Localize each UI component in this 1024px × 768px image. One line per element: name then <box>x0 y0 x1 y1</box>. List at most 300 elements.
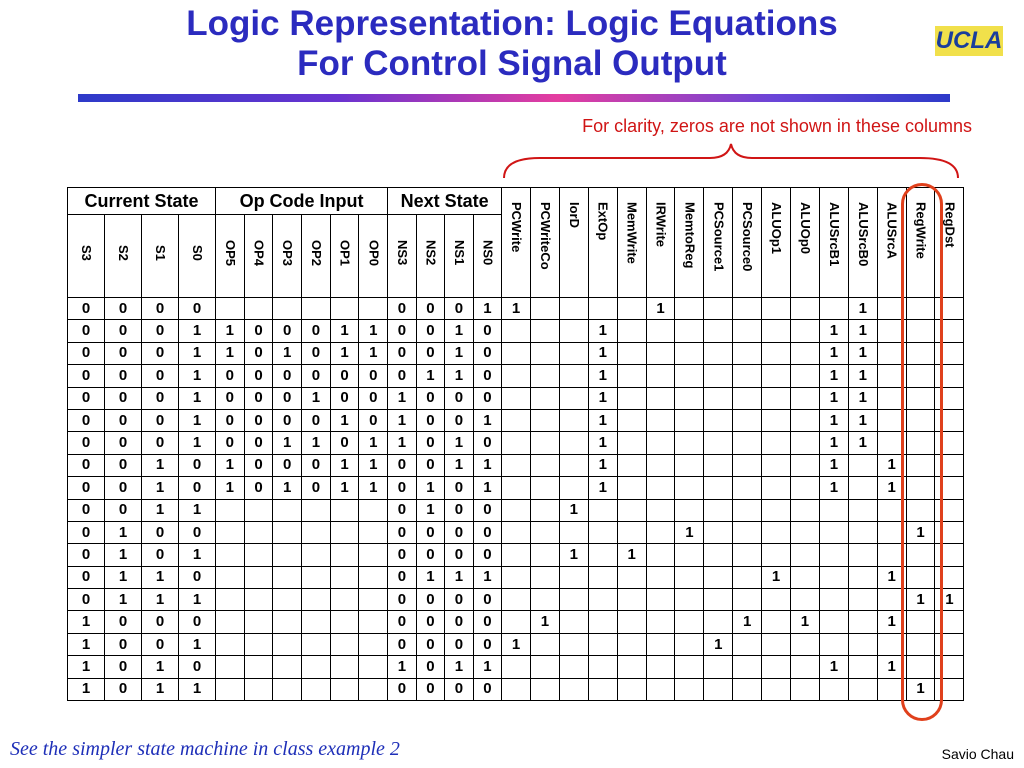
table-cell: 1 <box>819 477 848 499</box>
table-cell: 1 <box>531 611 560 633</box>
table-cell: 1 <box>848 432 877 454</box>
table-cell <box>848 477 877 499</box>
table-cell <box>704 566 733 588</box>
table-cell: 1 <box>473 656 502 678</box>
control-header <box>733 188 762 298</box>
table-cell: 1 <box>416 477 445 499</box>
table-cell: 0 <box>179 477 216 499</box>
table-cell: 1 <box>273 342 302 364</box>
table-cell: 1 <box>142 656 179 678</box>
table-cell <box>733 499 762 521</box>
table-cell: 1 <box>588 409 617 431</box>
table-cell: 0 <box>68 342 105 364</box>
table-cell <box>617 589 646 611</box>
table-cell <box>733 432 762 454</box>
table-cell <box>762 477 791 499</box>
table-cell <box>704 656 733 678</box>
table-cell: 0 <box>244 477 273 499</box>
table-cell <box>559 589 588 611</box>
table-cell <box>675 298 704 320</box>
table-cell <box>704 342 733 364</box>
table-cell <box>646 342 675 364</box>
control-header <box>588 188 617 298</box>
table-cell <box>819 298 848 320</box>
table-cell <box>588 678 617 700</box>
table-cell: 0 <box>473 589 502 611</box>
table-cell <box>502 499 531 521</box>
table-cell <box>646 521 675 543</box>
table-cell: 0 <box>68 387 105 409</box>
table-cell: 1 <box>906 678 935 700</box>
table-cell <box>848 611 877 633</box>
table-cell <box>502 566 531 588</box>
table-cell <box>791 320 820 342</box>
table-cell: 1 <box>791 611 820 633</box>
table-cell <box>531 409 560 431</box>
table-cell <box>762 320 791 342</box>
table-cell <box>762 387 791 409</box>
table-cell: 0 <box>388 342 417 364</box>
table-cell <box>502 409 531 431</box>
table-cell: 1 <box>819 365 848 387</box>
table-cell <box>244 678 273 700</box>
table-cell <box>216 499 245 521</box>
table-row <box>68 678 964 700</box>
table-cell: 0 <box>68 499 105 521</box>
table-cell: 0 <box>142 387 179 409</box>
table-cell: 0 <box>216 432 245 454</box>
column-header <box>68 215 105 298</box>
table-cell <box>273 544 302 566</box>
table-cell <box>704 454 733 476</box>
table-cell: 0 <box>105 432 142 454</box>
table-cell <box>675 566 704 588</box>
table-cell <box>502 611 531 633</box>
curly-brace-icon <box>500 140 962 180</box>
table-cell: 1 <box>704 633 733 655</box>
column-header <box>273 215 302 298</box>
table-cell: 0 <box>416 320 445 342</box>
table-cell <box>588 521 617 543</box>
table-cell: 0 <box>473 365 502 387</box>
table-cell <box>848 566 877 588</box>
table-cell <box>531 320 560 342</box>
table-cell: 1 <box>819 320 848 342</box>
control-header-label: PCWriteCo <box>537 202 553 270</box>
table-cell: 0 <box>416 432 445 454</box>
table-cell <box>559 611 588 633</box>
control-header-label: PCSource1 <box>711 202 727 272</box>
table-cell: 0 <box>179 566 216 588</box>
table-cell: 1 <box>359 320 388 342</box>
table-cell: 1 <box>273 432 302 454</box>
title-divider <box>78 94 950 102</box>
column-header <box>473 215 502 298</box>
table-cell <box>216 611 245 633</box>
table-cell <box>646 633 675 655</box>
table-cell: 0 <box>416 521 445 543</box>
table-cell <box>819 521 848 543</box>
table-cell <box>531 678 560 700</box>
table-cell: 0 <box>105 298 142 320</box>
table-cell <box>675 678 704 700</box>
column-header-label: S3 <box>79 245 94 261</box>
table-cell: 0 <box>473 432 502 454</box>
control-header <box>762 188 791 298</box>
column-header <box>244 215 273 298</box>
control-header <box>502 188 531 298</box>
table-cell <box>273 678 302 700</box>
table-cell <box>617 611 646 633</box>
table-cell: 1 <box>848 409 877 431</box>
table-cell <box>733 320 762 342</box>
table-cell: 1 <box>68 656 105 678</box>
clarity-note: For clarity, zeros are not shown in these columns <box>582 116 972 136</box>
table-cell: 1 <box>473 566 502 588</box>
table-cell: 1 <box>359 454 388 476</box>
table-cell: 1 <box>445 432 474 454</box>
table-cell: 0 <box>416 342 445 364</box>
table-row <box>68 342 964 364</box>
table-cell <box>733 544 762 566</box>
table-cell: 1 <box>819 409 848 431</box>
table-cell: 1 <box>142 589 179 611</box>
table-cell <box>531 633 560 655</box>
table-cell: 0 <box>445 611 474 633</box>
table-cell <box>359 678 388 700</box>
table-cell <box>791 499 820 521</box>
table-cell <box>588 544 617 566</box>
group-header: Next State <box>388 188 502 215</box>
table-cell: 0 <box>445 521 474 543</box>
table-cell: 1 <box>877 656 906 678</box>
table-cell: 0 <box>142 432 179 454</box>
table-cell <box>791 342 820 364</box>
table-cell <box>273 589 302 611</box>
table-cell <box>646 477 675 499</box>
table-cell: 1 <box>216 454 245 476</box>
table-cell: 1 <box>179 499 216 521</box>
table-cell: 0 <box>142 409 179 431</box>
table-cell: 1 <box>142 454 179 476</box>
ucla-logo: UCLA <box>935 27 1003 54</box>
table-cell <box>646 589 675 611</box>
control-header <box>704 188 733 298</box>
table-cell <box>791 454 820 476</box>
table-cell <box>273 633 302 655</box>
table-cell <box>646 566 675 588</box>
control-header <box>646 188 675 298</box>
table-cell: 0 <box>416 409 445 431</box>
table-cell <box>675 544 704 566</box>
table-cell: 1 <box>330 454 359 476</box>
table-cell <box>646 499 675 521</box>
table-cell: 0 <box>330 365 359 387</box>
control-header-label: ExtOp <box>595 202 611 241</box>
table-cell <box>273 499 302 521</box>
table-cell: 1 <box>588 477 617 499</box>
table-cell <box>244 633 273 655</box>
table-cell: 1 <box>819 454 848 476</box>
table-cell <box>762 656 791 678</box>
table-cell: 0 <box>142 633 179 655</box>
table-cell <box>273 656 302 678</box>
table-cell <box>216 521 245 543</box>
table-row <box>68 298 964 320</box>
table-cell: 0 <box>68 589 105 611</box>
table-cell: 0 <box>142 611 179 633</box>
control-header-label: ALUOp1 <box>769 202 785 254</box>
table-cell: 0 <box>273 387 302 409</box>
table-cell: 0 <box>244 365 273 387</box>
table-cell: 0 <box>416 454 445 476</box>
table-cell: 1 <box>877 477 906 499</box>
table-cell <box>531 566 560 588</box>
control-header-label: RegWrite <box>913 202 929 259</box>
table-cell <box>559 656 588 678</box>
table-cell <box>733 678 762 700</box>
table-cell: 1 <box>105 589 142 611</box>
table-cell <box>559 633 588 655</box>
table-cell: 0 <box>445 678 474 700</box>
table-cell: 0 <box>330 387 359 409</box>
table-cell: 1 <box>473 454 502 476</box>
table-cell: 0 <box>473 633 502 655</box>
table-cell: 1 <box>330 342 359 364</box>
table-cell <box>675 320 704 342</box>
table-cell <box>359 521 388 543</box>
control-header-label: IorD <box>566 202 582 228</box>
table-cell: 0 <box>105 499 142 521</box>
table-cell <box>848 544 877 566</box>
table-cell <box>359 633 388 655</box>
table-cell: 1 <box>473 409 502 431</box>
table-cell: 0 <box>105 611 142 633</box>
table-cell <box>531 521 560 543</box>
table-cell <box>588 611 617 633</box>
group-header: Current State <box>68 188 216 215</box>
column-header <box>302 215 331 298</box>
table-cell: 1 <box>416 499 445 521</box>
column-header-label: NS2 <box>423 240 439 266</box>
column-header-label: NS0 <box>480 240 496 266</box>
table-cell: 0 <box>473 521 502 543</box>
table-cell: 1 <box>675 521 704 543</box>
table-cell <box>704 544 733 566</box>
table-cell <box>848 589 877 611</box>
table-cell <box>848 499 877 521</box>
table-cell: 0 <box>416 387 445 409</box>
table-cell <box>791 409 820 431</box>
table-cell <box>244 499 273 521</box>
table-cell <box>588 566 617 588</box>
table-cell <box>531 298 560 320</box>
table-cell: 0 <box>302 477 331 499</box>
table-cell: 0 <box>244 387 273 409</box>
table-cell <box>588 298 617 320</box>
table-cell: 0 <box>388 566 417 588</box>
table-cell <box>762 678 791 700</box>
table-cell <box>559 454 588 476</box>
table-cell <box>819 589 848 611</box>
table-cell <box>848 633 877 655</box>
control-signal-table <box>67 187 964 701</box>
table-cell: 0 <box>105 342 142 364</box>
control-header-label: IRWrite <box>653 202 669 248</box>
table-cell <box>502 521 531 543</box>
table-cell: 0 <box>388 611 417 633</box>
table-cell <box>617 342 646 364</box>
table-cell: 0 <box>416 611 445 633</box>
table-cell: 0 <box>359 387 388 409</box>
table-cell: 1 <box>68 678 105 700</box>
table-cell: 0 <box>473 342 502 364</box>
table-cell: 1 <box>330 477 359 499</box>
table-cell <box>330 633 359 655</box>
table-cell <box>216 544 245 566</box>
table-cell: 0 <box>445 298 474 320</box>
table-cell <box>704 611 733 633</box>
column-header-label: S0 <box>190 245 205 261</box>
table-cell <box>733 633 762 655</box>
table-cell <box>216 633 245 655</box>
table-cell: 1 <box>388 656 417 678</box>
table-cell <box>819 678 848 700</box>
table-cell <box>359 298 388 320</box>
table-cell <box>675 656 704 678</box>
table-cell <box>704 320 733 342</box>
table-cell <box>617 678 646 700</box>
table-cell <box>733 365 762 387</box>
table-cell <box>531 432 560 454</box>
column-header-label: OP4 <box>251 239 267 266</box>
table-cell: 1 <box>216 320 245 342</box>
table-cell: 0 <box>273 320 302 342</box>
table-cell <box>646 656 675 678</box>
table-cell <box>559 365 588 387</box>
table-cell <box>646 454 675 476</box>
table-cell <box>244 656 273 678</box>
table-cell: 1 <box>68 611 105 633</box>
table-cell: 1 <box>142 678 179 700</box>
control-header-label: MemWrite <box>624 202 640 264</box>
table-cell <box>216 566 245 588</box>
table-cell <box>502 432 531 454</box>
table-cell: 0 <box>416 298 445 320</box>
table-cell <box>675 454 704 476</box>
table-cell <box>330 544 359 566</box>
table-cell <box>646 611 675 633</box>
table-cell <box>330 589 359 611</box>
table-cell <box>273 298 302 320</box>
table-cell <box>559 387 588 409</box>
table-cell <box>617 298 646 320</box>
table-cell <box>762 633 791 655</box>
table-cell <box>819 544 848 566</box>
table-cell: 0 <box>473 678 502 700</box>
table-cell <box>617 432 646 454</box>
control-header-label: ALUSrcB0 <box>855 202 871 267</box>
table-cell: 1 <box>559 499 588 521</box>
table-row <box>68 409 964 431</box>
table-cell: 0 <box>388 365 417 387</box>
table-cell: 1 <box>935 589 964 611</box>
table-cell <box>330 521 359 543</box>
table-cell <box>675 432 704 454</box>
table-row <box>68 387 964 409</box>
table-cell <box>502 477 531 499</box>
table-cell: 0 <box>179 454 216 476</box>
column-header-label: OP3 <box>280 239 296 266</box>
title-line-2: For Control Signal Output <box>297 44 727 83</box>
table-cell: 0 <box>68 477 105 499</box>
table-cell: 1 <box>416 566 445 588</box>
table-cell <box>559 521 588 543</box>
table-cell <box>531 656 560 678</box>
table-cell: 0 <box>105 633 142 655</box>
table-cell: 1 <box>559 544 588 566</box>
table-cell <box>791 477 820 499</box>
column-header-label: OP2 <box>308 239 324 266</box>
table-cell: 1 <box>359 432 388 454</box>
table-cell <box>791 544 820 566</box>
table-row <box>68 432 964 454</box>
table-cell <box>617 320 646 342</box>
table-cell: 1 <box>617 544 646 566</box>
table-cell: 0 <box>105 387 142 409</box>
table-cell: 1 <box>330 409 359 431</box>
table-cell: 1 <box>877 611 906 633</box>
table-cell: 1 <box>588 387 617 409</box>
table-cell <box>502 365 531 387</box>
table-cell: 0 <box>388 477 417 499</box>
table-row <box>68 611 964 633</box>
table-cell <box>704 477 733 499</box>
table-row <box>68 521 964 543</box>
table-cell <box>762 589 791 611</box>
table-cell: 1 <box>588 454 617 476</box>
table-cell: 0 <box>359 409 388 431</box>
control-header-label: ALUSrcB1 <box>826 202 842 267</box>
table-cell: 1 <box>502 298 531 320</box>
table-cell: 1 <box>588 342 617 364</box>
table-cell: 1 <box>105 544 142 566</box>
table-cell <box>704 409 733 431</box>
table-cell <box>502 454 531 476</box>
table-cell <box>531 544 560 566</box>
table-cell: 0 <box>105 365 142 387</box>
table-cell: 0 <box>473 320 502 342</box>
table-cell <box>733 656 762 678</box>
table-cell <box>762 342 791 364</box>
table-cell: 0 <box>244 320 273 342</box>
table-cell <box>302 611 331 633</box>
table-cell: 1 <box>906 521 935 543</box>
footnote: See the simpler state machine in class example 2 <box>10 738 400 760</box>
table-cell <box>762 544 791 566</box>
table-cell <box>302 589 331 611</box>
title-line-1: Logic Representation: Logic Equations <box>186 4 838 43</box>
table-cell: 1 <box>646 298 675 320</box>
table-cell <box>502 589 531 611</box>
table-cell: 1 <box>445 320 474 342</box>
table-cell <box>216 656 245 678</box>
control-header-label: ALUOp0 <box>797 202 813 254</box>
table-cell <box>762 611 791 633</box>
table-cell: 0 <box>68 298 105 320</box>
table-cell: 0 <box>445 387 474 409</box>
table-cell: 0 <box>105 454 142 476</box>
